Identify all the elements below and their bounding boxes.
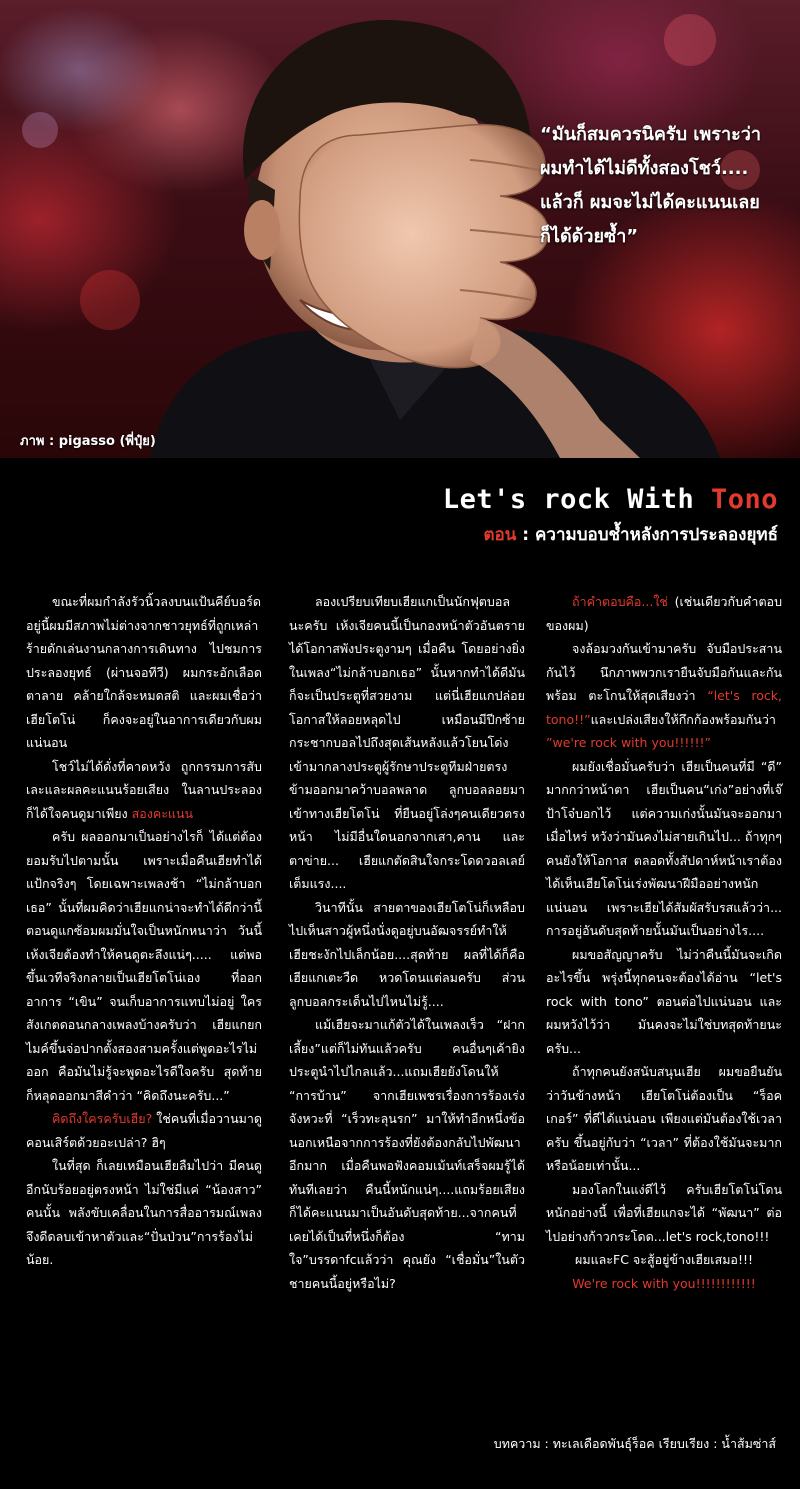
subtitle-sep: :	[516, 525, 536, 545]
highlight-text: “let's rock, tono!!”	[546, 688, 783, 727]
paragraph-text: (เช่นเดียวกับคำตอบของผม)	[546, 594, 782, 633]
text-column-1	[26, 590, 262, 1272]
quote-line: ก็ได้ด้วยซ้ำ”	[540, 226, 639, 247]
paragraph	[26, 755, 262, 826]
paragraph: แม้เฮียจะมาแก้ตัวได้ในเพลงเร็ว “ฝากเลี้ยง”แต่ก็ไม่ทันแล้วครับ คนอื่นๆเค้ายิงประตูนำไปไกลแล้ว...แถมเฮียยังโดนให้ “การบ้าน” จากเฮียเพชรเรื่องการร้องเร่งจังหวะที่ “เร็วทะลุนรก” มาให้ทำอีกหนึ่งข้อ นอกเหนือจากการร้องที่ยังต้องกลับไปพัฒนาอีกมาก เมื่อคืนพอฟังคอมเม้นท์เสร็จผมรู้ได้ทันทีเลยว่า คืนนี้หนักแน่ๆ....แถมร้อยเสียงก็ได้คะแนนมาเป็นอันดับสุดท้าย...จากคนที่เคยได้เป็นที่หนึ่งก็ต้อง “ทามใจ”บรรดาfcแล้วว่า คุณยัง “เชื่อมั่น”ในตัวชายคนนี้อยู่หรือไม่?	[289, 1017, 525, 1291]
quote-line: แล้วก็ ผมจะไม่ได้คะแนนเลย	[540, 192, 760, 213]
paragraph-text: โชว์ไม่ได้ดั่งที่คาดหวัง ถูกกรรมการสับเละและผลคะแนนร้อยเสียง ในลานประลองก็ได้ใจคนดูมาเพียง	[26, 758, 262, 821]
text-column-2	[289, 590, 525, 1295]
title-accent: Tono	[710, 484, 778, 515]
paragraph: ครับ ผลออกมาเป็นอย่างไรก็ ได้แต่ต้องยอมรับไปตามนั้น เพราะเมื่อคืนเฮียทำได้แป้กจริงๆ โดยเฉพาะเพลงช้า “ไม่กล้าบอกเธอ” นั้นที่ผมคิดว่าเฮียแกน่าจะทำได้ดีกว่านี้ ตอนดูแกซ้อมผมมั่นใจเป็นหนักหนาว่า วันนี้ เห้งเจียต้องทำให้คนดูตะลึงแน่ๆ..... แต่พอขึ้นเวทีจริงกลายเป็นเฮียโตโน่เอง ที่ออกอาการ “เขิน” จนเก็บอาการแทบไม่อยู่ ใครสังเกตดอนกลางเพลงบ้างครับว่า เฮียแกยกไมค์ขึ้นจ่อปากตั้งสองสามครั้งแต่พูดอะไรไม่ออก คือมันไม่รู้จะพูดอะไรดีใจครับ สุดท้าย ก็หลุดออกมาสีคำว่า “คิดถึงนะครับ...”	[26, 829, 262, 1103]
highlight-text: คิดถึงใครครับเฮีย?	[52, 1111, 153, 1126]
paragraph: ในที่สุด ก็เลยเหมือนเฮียลืมไปว่า มีคนดูอีกนับร้อยอยู่ตรงหน้า ไม่ใช่มีแค่ “น้องสาว” คนนั้น พลังขับเคลื่อนในการสื่ออารมณ์เพลงจึงดีดลบเข้าหาตัวและ“ปั่นป่วน”การร้องไม่น้อย.	[26, 1158, 262, 1267]
article-heading	[443, 484, 778, 548]
quote-line: ผมทำได้ไม่ดีทั้งสองโชว์....	[540, 158, 749, 179]
paragraph: วินาทีนั้น สายตาของเฮียโตโน่ก็เหลือบไปเห็นสาวผู้หนึ่งนั่งดูอยู่บนอัฒจรรย์ทำให้เฮียชะงักไปเล็กน้อย....สุดท้าย ผลที่ได้ก็คือเฮียแกเตะวืด หวดโดนแต่ลมครับ ส่วนลูกบอลกระเด็นไปไหนไม่รู้....	[289, 899, 525, 1009]
highlight-text: ถ้าคำตอบคือ...ใช่	[572, 594, 668, 609]
title-main: Let's rock With	[442, 484, 711, 515]
paragraph: มองโลกในแง่ดีไว้ ครับเฮียโตโน่โดนหนักอย่างนี้ เพื่อที่เฮียแกจะได้ “พัฒนา” ต่อไปอย่างก้าวกระโดด...let's rock,tono!!!	[546, 1181, 782, 1244]
paragraph: ขณะที่ผมกำลังรัวนิ้วลงบนแป้นคีย์บอร์ดอยู่นี้ผมมีสภาพไม่ต่างจากชาวยุทธ์ที่ถูกเหล่าร้ายดักเล่นงานกลางการเดินทาง ไปชมการประลองยุทธ์ (ผ่านจอทีวี) ผมกระอักเลือดตาลาย คล้ายใกล้จะหมดสติ และผมเชื่อว่าเฮียโตโน่ ก็คงจะอยู่ในอาการเดียวกับผมแน่นอน	[26, 594, 262, 750]
paragraph: ลองเปรียบเทียบเฮียแกเป็นนักฟุตบอลนะครับ เห้งเจียคนนี้เป็นกองหน้าตัวอันตราย ได้โอกาสพังประตูงามๆ เมื่อคืน โดยอย่างยิ่งในเพลง“ไม่กล้าบอกเธอ” นั้นหากทำได้ดีมันก็จะเป็นประตูที่สวยงาม แต่นี่เฮียแกปล่อยโอกาสให้ลอยหลุดไป เหมือนมีปีกซ้ายกระชากบอลไปถึงสุดเส้นหลังแล้วโยนโด่ง เข้ามากลางประตูผู้รักษาประตูทีมฝ่ายตรงข้ามออกมาคว้าบอลพลาด ลูกบอลลอยมาเข้าทางเฮียโตโน่ ที่ยืนอยู่โล่งๆคนเดียวตรงหน้า ไม่มีอื่นใดนอกจากเสา,คาน และตาข่าย... เฮียแกตัดสินใจกระโดดวอลเลย์เต็มแรง....	[289, 594, 525, 891]
text-column-3	[546, 590, 782, 1295]
paragraph-text: จงล้อมวงกันเข้ามาครับ จับมือประสานกันไว้ นึกภาพพวกเรายืนจับมือกันและกันพร้อม ตะโกนให้สุดเสียงว่า	[546, 641, 782, 703]
quote-line: “มันก็สมควรนิครับ เพราะว่า	[540, 124, 761, 145]
paragraph-text: และเปล่งเสียงให้กึกก้องพร้อมกันว่า	[590, 711, 776, 727]
paragraph	[546, 637, 782, 755]
pull-quote	[540, 118, 790, 254]
paragraph: ผมและFC จะสู้อยู่ข้างเฮียเสมอ!!!	[575, 1252, 753, 1267]
subtitle-text: ความบอบช้ำหลังการประลองยุทธ์	[535, 525, 778, 545]
closing-line: We're rock with you!!!!!!!!!!!!	[572, 1275, 756, 1291]
paragraph	[26, 1107, 262, 1154]
subtitle-label: ตอน	[483, 525, 517, 545]
photo-credit: ภาพ : pigasso (พี่ปุ๋ย)	[20, 434, 156, 449]
highlight-text: สองคะแนน	[131, 805, 194, 821]
paragraph: ถ้าทุกคนยังสนับสนุนเฮีย ผมขอยืนยันว่าวันข้างหน้า เฮียโตโน่ต้องเป็น “ร็อคเกอร์” ที่ดีได้แน่นอน เพียงแต่มันต้องใช้เวลาครับ ขึ้นอยู่กับว่า “เวลา” ที่ต้องใช้มันจะมากหรือน้อยเท่านั้น...	[546, 1064, 782, 1173]
byline: บทความ : ทะเลเดือดพันธุ์ร็อค เรียบเรียง : น้ำส้มซ่าส์	[493, 1436, 776, 1451]
article-title	[443, 484, 778, 515]
paragraph: ผมยังเชื่อมั่นครับว่า เฮียเป็นคนที่มี “ดี” มากกว่าหน้าตา เฮียเป็นคน“เก่ง”อย่างที่เจ๊ป้าโจ๋บอกไว้ แต่ความเก่งนั้นมันจะออกมาเมื่อไหร่ หวังว่ามันคงไม่สายเกินไป... ถ้าทุกๆคนยังให้โอกาส ตลอดทั้งสัปดาห์หน้าเราต้องได้เห็นเฮียโตโน่เร่งพัฒนาฝีมืออย่างหนักแน่นอน เพราะเฮียได้สัมผัสรับรสแล้วว่า... การอยู่อันดับสุดท้ายนั้นมันเป็นอย่างไร....	[546, 758, 782, 938]
highlight-text: ”we're rock with you!!!!!!”	[546, 735, 711, 750]
paragraph: ผมขอสัญญาครับ ไม่ว่าคืนนี้มันจะเกิดอะไรขึ้น พรุ่งนี้ทุกคนจะต้องได้อ่าน “let's rock with tono” ตอนต่อไปแน่นอน และผมหวังไว้ว่า มันคงจะไม่ใช่บทสุดท้ายนะครับ...	[546, 946, 782, 1056]
hero-photo	[0, 0, 800, 458]
paragraph	[546, 590, 782, 637]
paragraph-text: ใช่คนที่เมื่อวานมาดูคอนเสิร์ตด้วยอะเปล่า? ฮิๆ	[26, 1111, 262, 1150]
article-subtitle	[443, 521, 778, 548]
